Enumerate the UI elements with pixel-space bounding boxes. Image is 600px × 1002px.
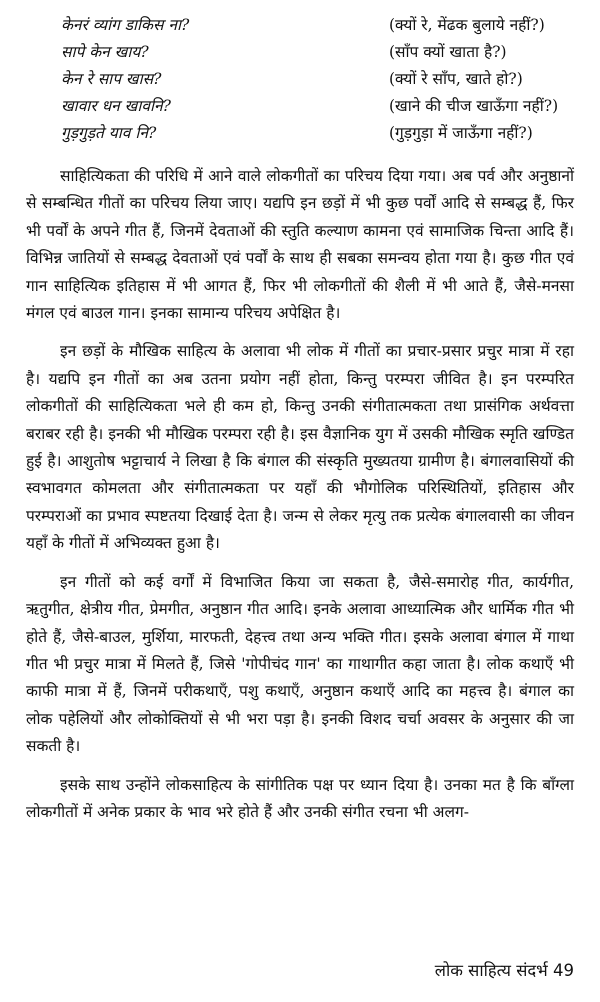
verse-original: गुड़गुड़ते याव नि? — [61, 123, 157, 142]
verse-translation: (खाने की चीज खाऊँगा नहीं?) — [389, 96, 559, 115]
verse-original: केनरं व्यांग डाकिस ना? — [61, 15, 190, 34]
verse-original: सापे केन खाय? — [61, 42, 149, 61]
verse-line — [26, 10, 574, 37]
verse-original: केन रे साप खास? — [61, 69, 162, 88]
verse-line — [26, 118, 574, 145]
verse-block — [26, 10, 574, 145]
verse-original: खावार धन खावनि? — [61, 96, 171, 115]
body-paragraph: इसके साथ उन्होंने लोकसाहित्य के सांगीतिक पक्ष पर ध्यान दिया है। उनका मत है कि बाँग्ला लोकगीतों में अनेक प्रकार के भाव भरे होते हैं और उनकी संगीत रचना भी अलग- — [26, 775, 574, 821]
running-footer: लोक साहित्य संदर्भ 49 — [434, 961, 574, 980]
verse-line — [26, 37, 574, 64]
verse-translation: (साँप क्यों खाता है?) — [389, 42, 507, 61]
body-paragraph: इन गीतों को कई वर्गों में विभाजित किया जा सकता है, जैसे-समारोह गीत, कार्यगीत, ऋतुगीत, क्षेत्रीय गीत, प्रेमगीत, अनुष्ठान गीत आदि। इनके अलावा आध्यात्मिक और धार्मिक गीत भी होते हैं, जैसे-बाउल, मुर्शिया, मारफती, देहत्त्व तथा अन्य भक्ति गीत। इसके अलावा बंगाल में गाथा गीत भी प्रचुर मात्रा में मिलते हैं, जिसे 'गोपीचंद गान' का गाथागीत कहा जाता है। लोक कथाएँ भी काफी मात्रा में हैं, जिनमें परीकथाएँ, पशु कथाएँ, अनुष्ठान कथाएँ आदि का महत्त्व है। बंगाल का लोक पहेलियों और लोकोक्तियों से भी भरा पड़ा है। इनकी विशद चर्चा अवसर के अनुसार की जा सकती है। — [26, 572, 574, 756]
body-paragraph: इन छड़ों के मौखिक साहित्य के अलावा भी लोक में गीतों का प्रचार-प्रसार प्रचुर मात्रा में रहा है। यद्यपि इन गीतों का अब उतना प्रयोग नहीं होता, किन्तु परम्परा जीवित है। इन परम्परित लोकगीतों की साहित्यिकता भले ही कम हो, किन्तु उनकी संगीतात्मकता तथा प्रासंगिक अर्थवत्ता बराबर रही है। इनकी भी मौखिक परम्परा रही है। इस वैज्ञानिक युग में उसकी मौखिक स्मृति खण्डित हुई है। आशुतोष भट्टाचार्य ने लिखा है कि बंगाल की संस्कृति मुख्यतया ग्रामीण है। बंगालवासियों की स्वभावगत कोमलता और संगीतात्मकता पर यहाँ की भौगोलिक परिस्थितियों, इतिहास और परम्पराओं का प्रभाव स्पष्टतया दिखाई देता है। जन्म से लेकर मृत्यु तक प्रत्येक बंगालवासी का जीवन यहाँ के गीतों में अभिव्यक्त हुआ है। — [26, 342, 574, 553]
verse-translation: (गुड़गुड़ा में जाऊँगा नहीं?) — [389, 123, 533, 142]
verse-line — [26, 91, 574, 118]
verse-line — [26, 64, 574, 91]
body-paragraph: साहित्यिकता की परिधि में आने वाले लोकगीतों का परिचय दिया गया। अब पर्व और अनुष्ठानों से सम्बन्धित गीतों का परिचय लिया जाए। यद्यपि इन छड़ों में भी कुछ पर्वों आदि से सम्बद्ध हैं, फिर भी पर्वों के अपने गीत हैं, जिनमें देवताओं की स्तुति कल्याण कामना एवं सामाजिक चिन्ता आदि हैं। विभिन्न जातियों से सम्बद्ध देवताओं एवं पर्वों के साथ ही सबका समन्वय होता गया है। कुछ गीत एवं गान साहित्यिक इतिहास में भी आगत हैं, फिर भी लोकगीतों की शैली में भी आते हैं, जैसे-मनसा मंगल एवं बाउल गान। इनका सामान्य परिचय अपेक्षित है। — [26, 167, 574, 323]
verse-translation: (क्यों रे साँप, खाते हो?) — [389, 69, 523, 88]
verse-translation: (क्यों रे, मेंढक बुलाये नहीं?) — [389, 15, 545, 34]
